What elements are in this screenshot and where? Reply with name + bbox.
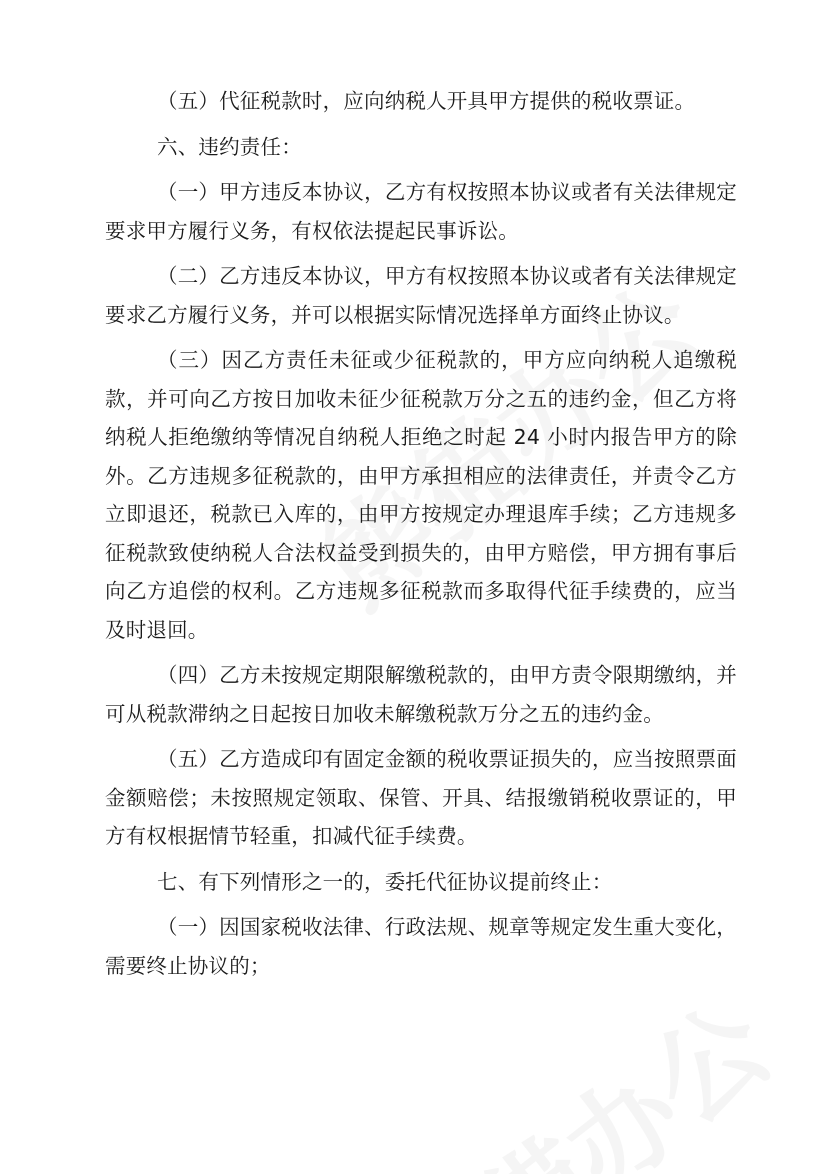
section-6-heading: 六、违约责任：	[157, 134, 302, 159]
clause-6-4: （四）乙方未按规定期限解缴税款的，由甲方责令限期缴纳，并可从税款滞纳之日起按日加收未解缴税款万分之五的违约金。	[105, 663, 737, 726]
clause-6-5: （五）乙方造成印有固定金额的税收票证损失的，应当按照票面金额赔偿；未按照规定领取、保管、开具、结报缴销税收票证的，甲方有权根据情节轻重，扣减代征手续费。	[105, 747, 737, 848]
section-7-heading: 七、有下列情形之一的，委托代征协议提前终止：	[157, 869, 613, 894]
clause-7-1: （一）因国家税收法律、行政法规、规章等规定发生重大变化，需要终止协议的；	[105, 915, 737, 978]
clause-6-3: （三）因乙方责任未征或少征税款的，甲方应向纳税人追缴税款，并可向乙方按日加收未征少征税款万分之五的违约金，但乙方将纳税人拒绝缴纳等情况自纳税人拒绝之时起 24 小时内报告甲方的除外。乙方违规多征税款的，由甲方承担相应的法律责任，并责令乙方立即退还，税款已入库的，由甲方按规定办理退库手续；乙方违规多征税款致使纳税人合法权益受到损失的，由甲方赔偿，甲方拥有事后向乙方追偿的权利。乙方违规多征税款而多取得代征手续费的，应当及时退回。	[105, 348, 737, 642]
clause-6-2: （二）乙方违反本协议，甲方有权按照本协议或者有关法律规定要求乙方履行义务，并可以根据实际情况选择单方面终止协议。	[105, 264, 737, 327]
clause-6-1: （一）甲方违反本协议，乙方有权按照本协议或者有关法律规定要求甲方履行义务，有权依法提起民事诉讼。	[105, 180, 737, 243]
document-body	[105, 82, 737, 985]
watermark	[353, 961, 797, 1174]
clause-5-tax-receipt: （五）代征税款时，应向纳税人开具甲方提供的税收票证。	[157, 89, 696, 113]
